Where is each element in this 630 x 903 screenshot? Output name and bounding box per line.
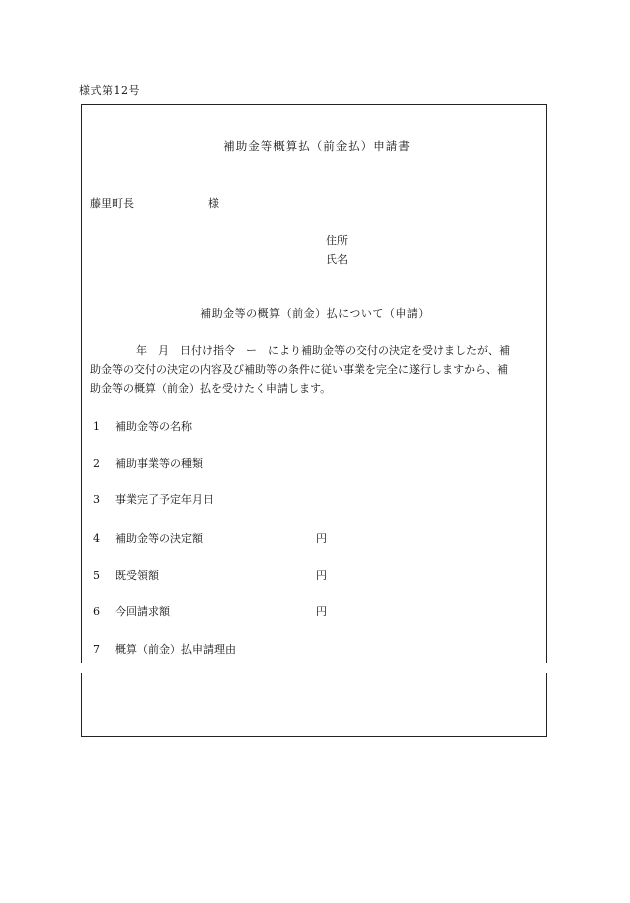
item-unit: 円 <box>316 569 327 582</box>
list-item <box>93 530 327 546</box>
item-number: 6 <box>93 605 100 618</box>
item-label: 補助金等の名称 <box>115 420 192 433</box>
list-item <box>93 641 236 657</box>
item-label: 補助事業等の種類 <box>115 457 203 470</box>
body-line-3: 助金等の概算（前金）払を受けたく申請します。 <box>90 382 332 395</box>
item-number: 5 <box>93 569 100 582</box>
item-number: 3 <box>93 493 100 506</box>
frame-break-stub-left <box>81 673 82 681</box>
subject-line: 補助金等の概算（前金）払について（申請） <box>200 307 430 320</box>
addressee-name: 藤里町長 <box>90 197 134 210</box>
list-item <box>93 491 214 507</box>
list-item <box>93 603 327 619</box>
frame-break-stub-right <box>546 673 547 681</box>
form-number: 様式第12号 <box>79 84 140 97</box>
item-unit: 円 <box>316 532 327 545</box>
addressee <box>90 195 219 211</box>
list-item <box>93 418 192 434</box>
body-line-2: 助金等の交付の決定の内容及び補助等の条件に従い事業を完全に遂行しますから、補 <box>90 363 508 376</box>
item-number: 7 <box>93 643 100 656</box>
list-item <box>93 567 327 583</box>
applicant-address-label: 住所 <box>326 234 348 247</box>
body-line-1: 年 月 日付け指令 ー により補助金等の交付の決定を受けましたが、補 <box>136 344 510 357</box>
item-label: 今回請求額 <box>115 605 170 618</box>
item-label: 事業完了予定年月日 <box>115 493 214 506</box>
item-label: 既受領額 <box>115 569 159 582</box>
addressee-honorific: 様 <box>208 197 219 210</box>
document-title: 補助金等概算払（前金払）申請書 <box>223 139 411 153</box>
item-unit: 円 <box>316 605 327 618</box>
item-number: 2 <box>93 457 100 470</box>
body-paragraph <box>90 341 542 398</box>
item-label: 概算（前金）払申請理由 <box>115 643 236 656</box>
item-label: 補助金等の決定額 <box>115 532 203 545</box>
list-item <box>93 455 203 471</box>
item-number: 4 <box>93 532 100 545</box>
frame-break <box>79 663 549 673</box>
applicant-name-label: 氏名 <box>326 253 348 266</box>
item-number: 1 <box>93 420 100 433</box>
